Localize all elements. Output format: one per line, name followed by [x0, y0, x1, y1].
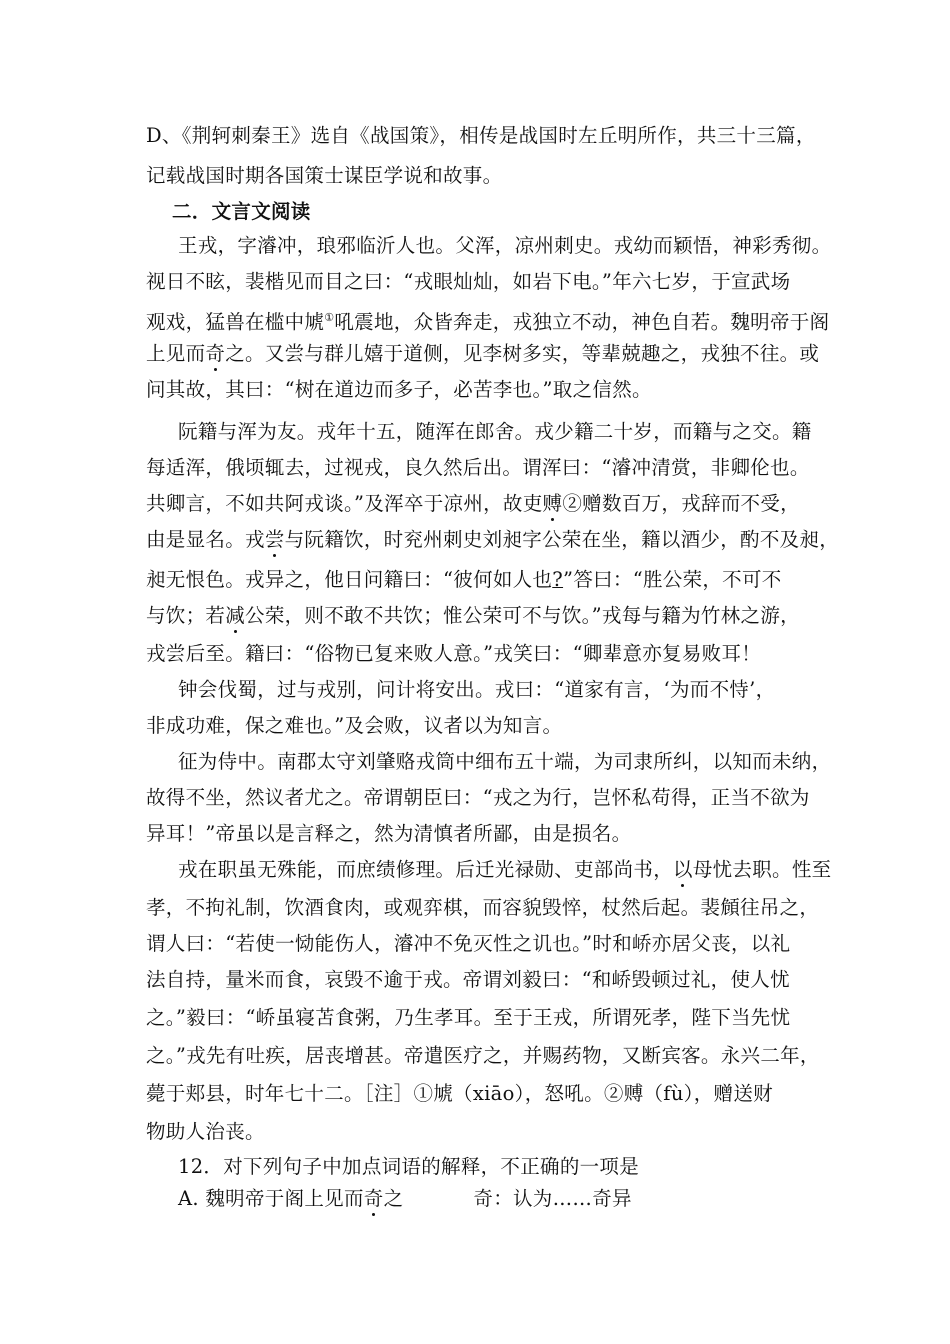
text-line: D、《荆轲刺秦王》选自《战国策》，相传是战国时左丘明所作，共三十三篇， — [146, 124, 816, 147]
underlined-mark: ? — [552, 568, 564, 591]
text-line: 征为侍中。南郡太守刘肇赂戎筒中细布五十端，为司隶所纠，以知而未纳， — [178, 750, 832, 773]
text-line: 故得不坐，然议者尤之。帝谓朝臣曰：“戎之为行，岂怀私苟得，正当不欲为 — [146, 786, 810, 809]
dotted-word: 奇 — [363, 1187, 384, 1210]
text-span: A. 魏明帝于阁上见而 — [178, 1187, 364, 1210]
text-line: 孝，不拘礼制，饮酒食肉，或观弈棋，而容貌毁悴，杖然后起。裴頠往吊之， — [146, 896, 820, 919]
text-span: 母忧去职。性至 — [692, 858, 832, 881]
text-line: 问其故，其曰：“树在道边而多子，必苦李也。”取之信然。 — [146, 378, 652, 401]
text-line — [146, 491, 800, 517]
text-line: 视日不眩，裴楷见而目之曰：“戎眼灿灿，如岩下电。”年六七岁，于宣武场 — [146, 270, 791, 293]
text-span: 吼震地，众皆奔走，戎独立不动，神色自若。魏明帝于阁 — [334, 310, 830, 334]
dotted-word: 减 — [225, 604, 246, 627]
text-line: 王戎，字濬冲，琅邪临沂人也。父浑，凉州刺史。戎幼而颖悟，神彩秀彻。 — [178, 234, 832, 257]
text-line — [146, 527, 839, 553]
text-line: 法自持，量米而食，哀毁不逾于戎。帝谓刘毅曰：“和峤毁顿过礼，使人忧 — [146, 968, 790, 991]
dotted-word: 奇 — [205, 342, 226, 365]
text-span: 之 — [383, 1187, 404, 1210]
text-line: 之。”戎先有吐疾，居丧增甚。帝遣医疗之，并赐药物，又断宾客。永兴二年， — [146, 1044, 820, 1067]
text-line: 记载战国时期各国策士谋臣学说和故事。 — [146, 164, 503, 187]
dotted-word: 尝 — [264, 528, 285, 551]
text-line: 戎尝后至。籍曰：“俗物已复来败人意。”戎笑曰：“卿辈意亦复易败耳！ — [146, 642, 762, 665]
text-span: 观戏，猛兽在槛中虓 — [146, 310, 325, 334]
text-span: 由是显名。戎 — [146, 528, 265, 551]
text-line: 之。”毅曰：“峤虽寝苫食粥，乃生孝耳。至于王戎，所谓死孝，陛下当先忧 — [146, 1006, 791, 1029]
text-line — [146, 341, 819, 367]
question-stem: 12．对下列句子中加点词语的解释，不正确的一项是 — [178, 1155, 640, 1178]
text-line: 物助人治丧。 — [146, 1120, 265, 1143]
text-line — [146, 603, 800, 629]
text-line: 谓人曰：“若使一恸能伤人，濬冲不免灭性之讥也。”时和峤亦居父丧，以礼 — [146, 932, 791, 955]
option-explanation: 奇：认为……奇异 — [473, 1187, 632, 1210]
section-heading: 二．文言文阅读 — [172, 200, 311, 223]
text-span: 之。又尝与群儿嬉于道侧，见李树多实，等辈兢趣之，戎独不往。或 — [225, 342, 820, 365]
dotted-word: 赙 — [542, 492, 563, 515]
text-line — [146, 567, 782, 593]
text-line: 薨于郏县，时年七十二。［注］①虓（xiāo），怒吼。②赙（fù），赠送财 — [146, 1082, 773, 1105]
text-span: 与饮；若 — [146, 604, 226, 627]
text-line: 非成功难，保之难也。”及会败，议者以为知言。 — [146, 714, 563, 737]
text-line: 阮籍与浑为友。戎年十五，随浑在郎舍。戎少籍二十岁，而籍与之交。籍 — [178, 420, 812, 443]
text-line — [146, 305, 829, 336]
text-span: 与阮籍饮，时兖州刺史刘昶字公荣在坐，籍以酒少，酌不及昶， — [284, 528, 840, 551]
text-line: 钟会伐蜀，过与戎别，问计将安出。戎曰：“道家有言，‘为而不恃’， — [178, 678, 776, 701]
text-span: 公荣，则不敢不共饮；惟公荣可不与饮。”戎每与籍为竹林之游， — [245, 604, 800, 627]
text-line: 每适浑，俄顷辄去，过视戎，良久然后出。谓浑曰：“濬冲清赏，非卿伦也。 — [146, 456, 810, 479]
footnote-marker: ① — [324, 311, 335, 324]
text-line: 异耳！”帝虽以是言释之，然为清慎者所鄙，由是损名。 — [146, 822, 632, 845]
text-span: 共卿言，不如共阿戎谈。”及浑卒于凉州，故吏 — [146, 492, 543, 515]
text-span: 昶无恨色。戎异之，他日问籍曰：“彼何如人也 — [146, 568, 553, 591]
text-span: ”答曰：“胜公荣，不可不 — [563, 568, 782, 591]
text-span: ②赠数百万，戎辞而不受， — [562, 492, 800, 515]
text-span: 戎在职虽无殊能，而庶绩修理。后迁光禄勋、吏部尚书， — [178, 858, 674, 881]
text-span: 上见而 — [146, 342, 206, 365]
dotted-word: 以 — [673, 858, 693, 881]
answer-option-a — [178, 1186, 632, 1212]
text-line — [178, 857, 831, 883]
